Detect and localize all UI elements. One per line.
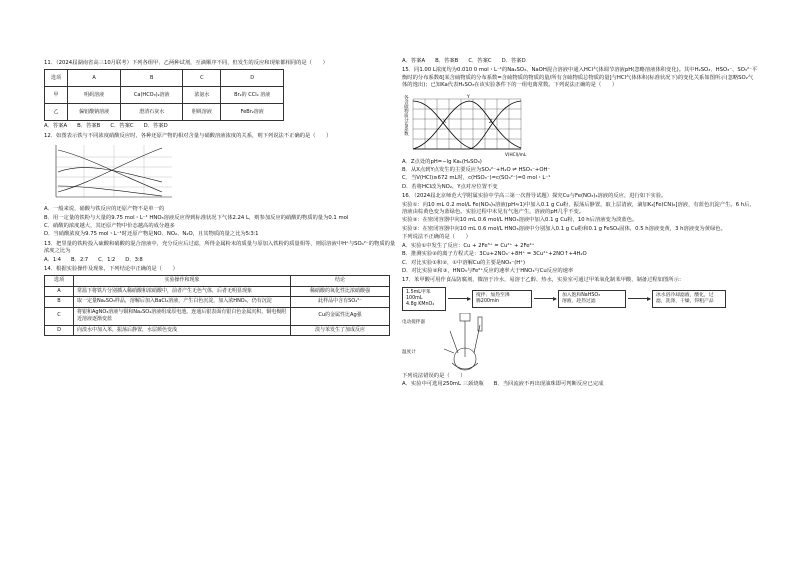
table-cell: A bbox=[67, 70, 120, 87]
q16-exp1: 实验①：向10 mL 0.2 mol/L Fe(NO₃)₃溶液(pH≈1)中加入0.1 g Cu粉，振荡后静置，取上层清液，滴加K₃[Fe(CN)₆]溶液，有蓝色沉淀产生。6 h后，溶液由棕黄色变为蓝绿色。实验过程中未见有气泡产生，溶液的pH几乎不变。 bbox=[402, 201, 755, 216]
table-cell: C bbox=[183, 70, 221, 87]
q15-option-d[interactable]: D．若将HCl改为NO₂，Y点对应位置不变 bbox=[402, 183, 498, 190]
q12-chart bbox=[44, 142, 179, 204]
thermometer-label: 温度计 bbox=[402, 349, 416, 355]
q15-option-b[interactable]: B．从X点到Y点发生的主要反应为SO₃²⁻+H₂O ⇌ HSO₃⁻+OH⁻ bbox=[402, 167, 551, 174]
q17-lead: 下列说法错误的是（ ） bbox=[402, 372, 466, 379]
q16-exp3: 实验③：在密闭容器中向10 mL 0.6 mol/L HNO₃溶液中分别加入0.1 g Cu粉和0.1 g FeSO₄固体，0.5 h溶液变黄，3 h溶液变为黄绿色。 bbox=[402, 225, 726, 232]
q15-chart bbox=[409, 93, 531, 157]
q12-option-b[interactable]: B．用一定量的铁粉与大量的9.75 mol・L⁻¹ HNO₃溶液反应得到标准状况下气体2.24 L，则参加反应的硝酸的物质的量为0.1 mol bbox=[44, 214, 349, 221]
table-cell: 澄清石灰水 bbox=[121, 104, 183, 121]
q12-stem: 12．如图表示铁与不同浓度硝酸反应时，各种还原产物的相对含量与硝酸溶液浓度的关系，则下列说法不正确的是（ ） bbox=[44, 132, 332, 139]
table-cell: 浓氨水 bbox=[183, 87, 221, 104]
q15-curves bbox=[413, 101, 521, 149]
table-row bbox=[45, 307, 390, 325]
option-d[interactable]: D．3∶8 bbox=[125, 256, 143, 263]
table-cell: 向溴水中加入苯，振荡后静置，水层颜色变浅 bbox=[74, 325, 291, 335]
table-cell: 胆矾溶液 bbox=[183, 104, 221, 121]
table-row bbox=[45, 286, 390, 296]
table-cell: 甲 bbox=[45, 87, 68, 104]
option-b[interactable]: B．答案B bbox=[435, 58, 459, 64]
option-d[interactable]: D．答案D bbox=[501, 58, 526, 64]
q16-option-a[interactable]: A．实验①中发生了反应：Cu + 2Fe³⁺ = Cu²⁺ + 2Fe²⁺ bbox=[402, 242, 535, 249]
q17-flowchart bbox=[402, 287, 758, 311]
flow-step-1: 1.5mL甲苯 100mL 4.8g KMnO₄ bbox=[402, 287, 446, 311]
table-cell: A bbox=[45, 286, 74, 296]
point-x-label: X bbox=[443, 119, 447, 125]
q13-stem: 13．把里量的铁粉投入硫酸和硝酸的混合溶液中，充分反应后过滤，所得金属粉末的质量与原加入铁粉的质量相等，则原溶液中H⁺与SO₄²⁻的物质的量浓度之比为 bbox=[44, 240, 396, 255]
table-cell: C bbox=[45, 307, 74, 325]
table-row bbox=[45, 70, 284, 87]
q16-stem: 16．（2024届北京师范大学附属实验中学高三第一次督导试题）探究Cu与Fe(NO₃)₃溶液的反应，进行如下实验。 bbox=[402, 193, 667, 200]
q17-stem: 17．苯甲酸可用作食品防腐剂，微溶于冷水，易溶于乙醇、热水，实验室可通过甲苯氧化制苯甲酸，制备过程如图所示： bbox=[402, 277, 685, 284]
flow-step-3: 加入饱和NaHSO₃ 溶液，趁热过滤 bbox=[558, 290, 626, 308]
option-a[interactable]: A．答案A bbox=[44, 123, 68, 130]
table-cell: 溴与苯发生了加成反应 bbox=[291, 325, 390, 335]
option-a[interactable]: A．1∶4 bbox=[44, 256, 62, 263]
table-cell: Br₂的 CCl₄ 溶液 bbox=[221, 87, 284, 104]
point-z-label: Z bbox=[489, 119, 493, 125]
q13-options bbox=[44, 257, 400, 264]
table-cell: 将银和AgNO₃溶液与铜和Na₂SO₄溶液组成原电池。连通后银表面有银白色金属沉积，铜电极附近溶液逐渐变蓝 bbox=[74, 307, 291, 325]
q15-option-a[interactable]: A．Z点处的pH=−lg Ka₁(H₂SO₃) bbox=[402, 158, 482, 165]
q16-option-d[interactable]: D．对比实验②和③，HNO₃与Fe²⁺反应的速率大于HNO₃与Cu反应的速率 bbox=[402, 267, 574, 274]
option-c[interactable]: C．答案C bbox=[468, 58, 492, 64]
arrow-icon bbox=[448, 298, 470, 299]
q15-figure bbox=[402, 91, 758, 159]
table-cell: 常温下将铁片分别插入稀硝酸和浓硝酸中，前者产生无色气体，后者无明显现象 bbox=[74, 286, 291, 296]
option-a[interactable]: A．实验中可选用250mL 三颈烧瓶 bbox=[402, 381, 484, 388]
right-column bbox=[402, 58, 758, 389]
table-cell: 选项 bbox=[45, 70, 68, 87]
stirrer-label: 电动搅拌器 bbox=[402, 319, 425, 325]
table-cell: 稀硝酸的氧化性比浓硝酸强 bbox=[291, 286, 390, 296]
table-cell: D bbox=[45, 325, 74, 335]
q15-grid bbox=[413, 99, 521, 149]
q16-lead: 下列说法不正确的是（ ） bbox=[402, 234, 471, 241]
table-cell: B bbox=[121, 70, 183, 87]
table-row bbox=[45, 104, 284, 121]
table-row bbox=[45, 325, 390, 335]
q12-option-d[interactable]: D．当硝酸浓度为9.75 mol・L⁻¹时还原产物是NO、NO₂、N₂O，且其物质的量之比为5∶3∶1 bbox=[44, 231, 259, 238]
table-row bbox=[45, 276, 390, 286]
table-cell: 乙 bbox=[45, 104, 68, 121]
arrow-icon bbox=[534, 298, 556, 299]
apparatus-icon bbox=[430, 313, 510, 373]
q15-option-c[interactable]: C．当V(HCl)≥672 mL时，c(HSO₃⁻)=c(SO₃²⁻)=0 mol・L⁻¹ bbox=[402, 175, 551, 182]
q14-table bbox=[44, 275, 390, 335]
flow-step-4: 冰水浴冷却滤液，酸化，过滤，洗涤，干燥，得粗产品 bbox=[652, 290, 726, 308]
q17-apparatus bbox=[402, 313, 758, 373]
arrow-icon bbox=[628, 298, 650, 299]
table-cell: 实验操作和现象 bbox=[74, 276, 291, 286]
table-cell: Cu的金属性比Ag强 bbox=[291, 307, 390, 325]
table-cell: 取一定量Na₂SO₃样品，溶解后加入BaCl₂溶液，产生白色沉淀。加入浓HNO₃，仍有沉淀 bbox=[74, 297, 291, 307]
table-cell: 明矾溶液 bbox=[67, 87, 120, 104]
option-c[interactable]: C．1∶2 bbox=[98, 256, 116, 263]
option-b[interactable]: B．2∶7 bbox=[71, 256, 89, 263]
table-row bbox=[45, 87, 284, 104]
q11-table bbox=[44, 69, 284, 121]
q16-option-b[interactable]: B．推测实验②的离子方程式是：3Cu+2NO₃⁻+8H⁺ = 3Cu²⁺+2NO↑+4H₂O bbox=[402, 251, 587, 258]
point-y-label: Y bbox=[467, 94, 471, 100]
q15-stem: 15．同1.00 L浓度均为0.010 0 mol・L⁻¹的Na₂SO₃、NaOH混合溶液中通入HCl气体调节溶液pH(忽略溶液体积变化)。其中H₂SO₃、HSO₃⁻、SO₃²⁻平衡时的分布系数δ[某含硫物质的分布系数=含硫物质的物质的量/所有含硫物质总物质的量]与HCl气体体积(标准状况下)的变化关系如图所示(忽略SO₂气体的逸出)；已知Ka代表H₂SO₃在该实验条件下的一组电离常数。下列说法正确的是（ ） bbox=[402, 67, 758, 89]
table-cell: Ca(HCO₃)₂溶液 bbox=[121, 87, 183, 104]
table-cell: 结论 bbox=[291, 276, 390, 286]
q11-stem: 11．（2024届湖南省高三10月联考）下列各组甲、乙两种试剂，互滴顺序不同，但发生的反应和现象都相同的是（ ） bbox=[44, 60, 328, 66]
q15-ylabel: 各含硫物质分布系数 bbox=[403, 94, 409, 136]
q16-exp2: 实验②：在密闭容器中向10 mL 0.6 mol/L HNO₃溶液中加入0.1 g Cu粉，10 h后溶液变为淡蓝色。 bbox=[402, 217, 638, 224]
q14-options bbox=[402, 58, 758, 65]
table-row bbox=[45, 297, 390, 307]
table-cell: 偏铝酸钠溶液 bbox=[67, 104, 120, 121]
flow-step-2: 搅拌、加热至沸 腾200min bbox=[472, 290, 532, 308]
table-cell: 此样品中含有SO₄²⁻ bbox=[291, 297, 390, 307]
left-column bbox=[44, 58, 400, 338]
option-d[interactable]: D．答案D bbox=[143, 123, 168, 130]
option-b[interactable]: B．答案B bbox=[77, 123, 101, 130]
q11-options bbox=[44, 123, 400, 130]
table-cell: D bbox=[221, 70, 284, 87]
table-cell: FeBr₂溶液 bbox=[221, 104, 284, 121]
option-b[interactable]: B．当回流液不再出现油珠即可判断反应已完成 bbox=[493, 381, 604, 388]
q12-curves bbox=[58, 148, 162, 196]
q12-option-c[interactable]: C．硝酸的浓度越大，其还原产物中价态越高的成分越多 bbox=[44, 223, 175, 230]
q17-options bbox=[402, 381, 758, 388]
table-cell: B bbox=[45, 297, 74, 307]
xlabel: V(HCl)/mL bbox=[505, 151, 527, 157]
table-cell: 选项 bbox=[45, 276, 74, 286]
option-c[interactable]: C．答案C bbox=[110, 123, 134, 130]
q12-option-a[interactable]: A．一般来说，硝酸与铁反应的还原产物不是单一的 bbox=[44, 206, 165, 213]
q16-option-c[interactable]: C．对比实验①和②，①中溶解Cu的主要是NO₃⁻(H⁺) bbox=[402, 259, 526, 266]
q14-stem: 14．根据实验操作及现象，下列结论中正确的是（ ） bbox=[44, 266, 178, 273]
option-a[interactable]: A．答案A bbox=[402, 58, 426, 64]
